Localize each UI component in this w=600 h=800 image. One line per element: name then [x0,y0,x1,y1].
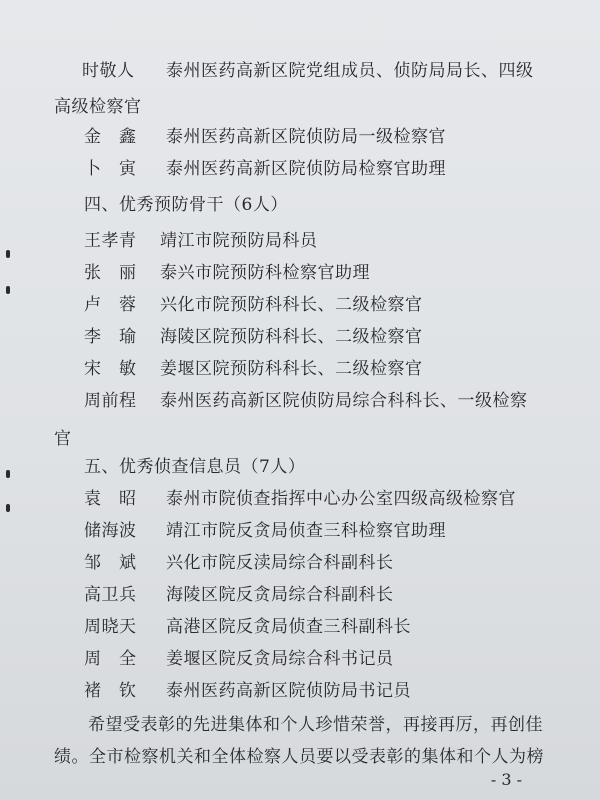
entry-role: 泰兴市院预防科检察官助理 [160,263,370,283]
entry-role: 泰州医药高新区院侦防局一级检察官 [166,127,446,147]
entry-name: 宋 敏 [84,359,137,379]
entry-role: 高港区院反贪局侦查三科副科长 [166,617,411,637]
entry-role: 海陵区院预防科科长、二级检察官 [160,327,423,347]
entry-role: 泰州医药高新区院侦防局检察官助理 [166,159,446,179]
closing-paragraph-line: 绩。全市检察机关和全体检察人员要以受表彰的集体和个人为榜 [54,747,544,767]
margin-mark [6,286,10,294]
entry-name: 时敬人 [82,61,135,81]
page-number: - 3 - [490,770,522,789]
section-heading: 五、优秀侦查信息员（7人） [84,457,306,477]
entry-name: 褚 钦 [84,681,137,701]
entry-name: 袁 昭 [84,489,137,509]
margin-mark [6,470,10,478]
closing-paragraph-line: 希望受表彰的先进集体和个人珍惜荣誉，再接再厉，再创佳 [88,715,543,735]
entry-role: 姜堰区院反贪局综合科书记员 [166,649,394,669]
entry-name: 金 鑫 [84,127,137,147]
section-heading: 四、优秀预防骨干（6人） [84,195,288,215]
entry-name: 周晓天 [84,617,137,637]
entry-name: 邹 斌 [84,553,137,573]
entry-role: 泰州市院侦查指挥中心办公室四级高级检察官 [166,489,516,509]
entry-name: 高卫兵 [84,585,137,605]
entry-name: 李 瑜 [84,327,137,347]
entry-role: 靖江市院反贪局侦查三科检察官助理 [166,521,446,541]
entry-role-continued: 官 [54,429,72,449]
entry-role: 兴化市院反渎局综合科副科长 [166,553,394,573]
entry-name: 张 丽 [84,263,137,283]
entry-role: 泰州医药高新区院侦防局书记员 [166,681,411,701]
entry-role: 泰州医药高新区院党组成员、侦防局局长、四级 [166,61,534,81]
margin-mark [6,504,10,512]
entry-name: 周前程 [84,391,137,411]
entry-name: 卜 寅 [84,159,137,179]
entry-role: 海陵区院反贪局综合科副科长 [166,585,394,605]
entry-name: 储海波 [84,521,137,541]
entry-role: 靖江市院预防局科员 [160,231,318,251]
entry-name: 周 全 [84,649,137,669]
entry-role: 姜堰区院预防科科长、二级检察官 [160,359,423,379]
entry-role: 泰州医药高新区院侦防局综合科科长、一级检察 [160,391,528,411]
entry-role-continued: 高级检察官 [54,97,142,117]
entry-name: 王孝青 [84,231,137,251]
margin-mark [6,250,10,258]
entry-role: 兴化市院预防科科长、二级检察官 [160,295,423,315]
entry-name: 卢 蓉 [84,295,137,315]
